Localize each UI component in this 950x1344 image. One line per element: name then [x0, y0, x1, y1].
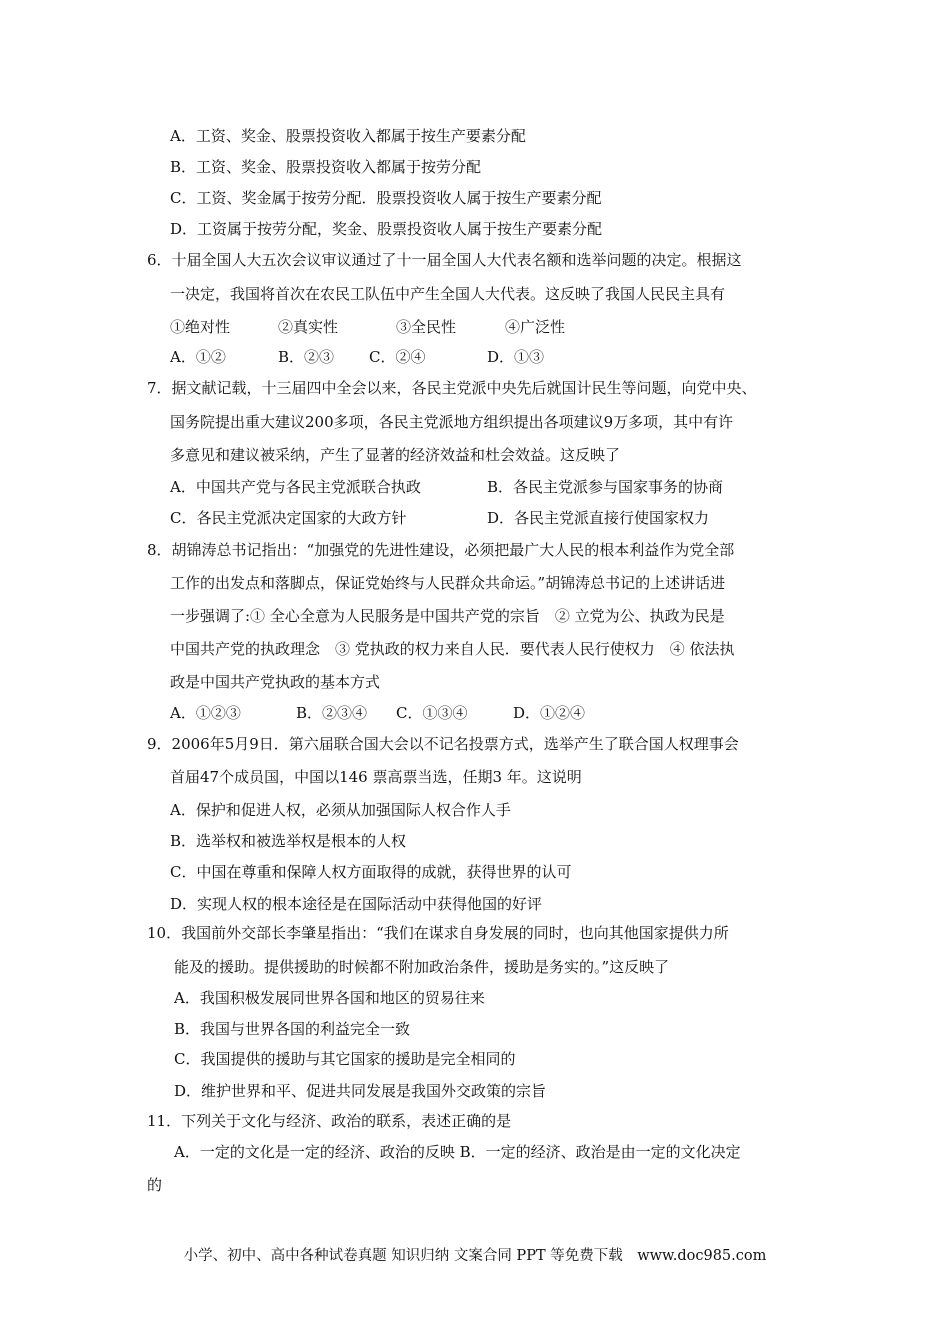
- q6-item-2: ②真实性: [278, 318, 339, 336]
- q6-item-3: ③全民性: [396, 318, 457, 336]
- q6-item-4: ④广泛性: [505, 318, 566, 336]
- q6-option-a: A．①②: [170, 348, 226, 366]
- q8-option-b: B．②③④: [296, 704, 368, 722]
- q11-options-line-wrap: 的: [147, 1176, 163, 1194]
- q7-option-b: B．各民主党派参与国家事务的协商: [487, 478, 724, 496]
- q8-option-d: D．①②④: [513, 704, 586, 722]
- q10-option-b: B．我国与世界各国的利益完全一致: [174, 1020, 411, 1038]
- q9-option-b: B．选举权和被选举权是根本的人权: [170, 832, 407, 850]
- q9-stem-line-1: 9．2006年5月9日．第六届联合国大会以不记名投票方式，选举产生了联合国人权理事会: [147, 735, 739, 753]
- q8-option-a: A．①②③: [170, 704, 241, 722]
- q7-option-a: A．中国共产党与各民主党派联合执政: [170, 478, 421, 496]
- q9-option-c: C．中国在尊重和保障人权方面取得的成就，获得世界的认可: [170, 863, 572, 881]
- q11-options-line: A．一定的文化是一定的经济、政治的反映 B．一定的经济、政治是由一定的文化决定: [174, 1143, 741, 1161]
- q9-stem-line-2: 首届47个成员国，中国以146 票高票当选，任期3 年。这说明: [170, 768, 582, 786]
- q5-option-a: A．工资、奖金、股票投资收入都属于按生产要素分配: [170, 127, 526, 145]
- q9-option-d: D．实现人权的根本途径是在国际活动中获得他国的好评: [170, 895, 543, 913]
- q7-stem-line-3: 多意见和建议被采纳，产生了显著的经济效益和杜会效益。这反映了: [170, 446, 621, 464]
- q10-option-a: A．我国积极发展同世界各国和地区的贸易往来: [174, 989, 485, 1007]
- q6-option-c: C．②④: [369, 348, 426, 366]
- q6-option-b: B．②③: [278, 348, 335, 366]
- page-footer: 小学、初中、高中各种试卷真题 知识归纳 文案合同 PPT 等免费下载 www.doc985.com: [183, 1248, 767, 1264]
- q9-option-a: A．保护和促进人权，必须从加强国际人权合作人手: [170, 801, 511, 819]
- q10-stem-line-2: 能及的援助。提供援助的时候都不附加政治条件，援助是务实的。”这反映了: [174, 958, 670, 976]
- q5-option-b: B．工资、奖金、股票投资收入都属于按劳分配: [170, 158, 482, 176]
- q8-stem-line-4: 中国共产党的执政理念 ③ 党执政的权力来自人民．要代表人民行使权力 ④ 依法执: [170, 640, 735, 658]
- q11-stem-line-1: 11．下列关于文化与经济、政治的联系，表述正确的是: [147, 1112, 512, 1130]
- q5-option-d: D．工资属于按劳分配，奖金、股票投资收人属于按生产要素分配: [170, 220, 603, 238]
- q6-stem-line-1: 6．十届全国人大五次会议审议通过了十一届全国人大代表名额和选举问题的决定。根据这: [147, 251, 742, 269]
- q6-item-1: ①绝对性: [170, 318, 231, 336]
- q5-option-c: C．工资、奖金属于按劳分配．股票投资收人属于按生产要素分配: [170, 189, 602, 207]
- q8-option-c: C．①③④: [396, 704, 468, 722]
- q10-option-d: D．维护世界和平、促进共同发展是我国外交政策的宗旨: [174, 1082, 547, 1100]
- q7-stem-line-1: 7．据文献记载，十三届四中全会以来，各民主党派中央先后就国计民生等问题，向党中央、: [147, 379, 757, 397]
- q8-stem-line-2: 工作的出发点和落脚点，保证党始终与人民群众共命运。”胡锦涛总书记的上述讲话进: [170, 574, 726, 592]
- q7-option-c: C．各民主党派决定国家的大政方针: [170, 509, 407, 527]
- q10-stem-line-1: 10．我国前外交部长李肇星指出：“我们在谋求自身发展的同时，也向其他国家提供力所: [147, 924, 729, 942]
- q7-option-d: D．各民主党派直接行使国家权力: [487, 509, 710, 527]
- q6-option-d: D．①③: [487, 348, 545, 366]
- q8-stem-line-1: 8．胡锦涛总书记指出：“加强党的先进性建设，必须把最广大人民的根本利益作为党全部: [147, 541, 735, 559]
- q10-option-c: C．我国提供的援助与其它国家的援助是完全相同的: [174, 1050, 516, 1068]
- q7-stem-line-2: 国务院提出重大建议200多项，各民主党派地方组织提出各项建议9万多项，其中有许: [170, 413, 734, 431]
- q6-stem-line-2: 一决定，我国将首次在农民工队伍中产生全国人大代表。这反映了我国人民民主具有: [170, 285, 726, 303]
- q8-stem-line-5: 政是中国共产党执政的基本方式: [170, 673, 381, 691]
- q8-stem-line-3: 一步强调了:① 全心全意为人民服务是中国共产党的宗旨 ② 立党为公、执政为民是: [170, 607, 725, 625]
